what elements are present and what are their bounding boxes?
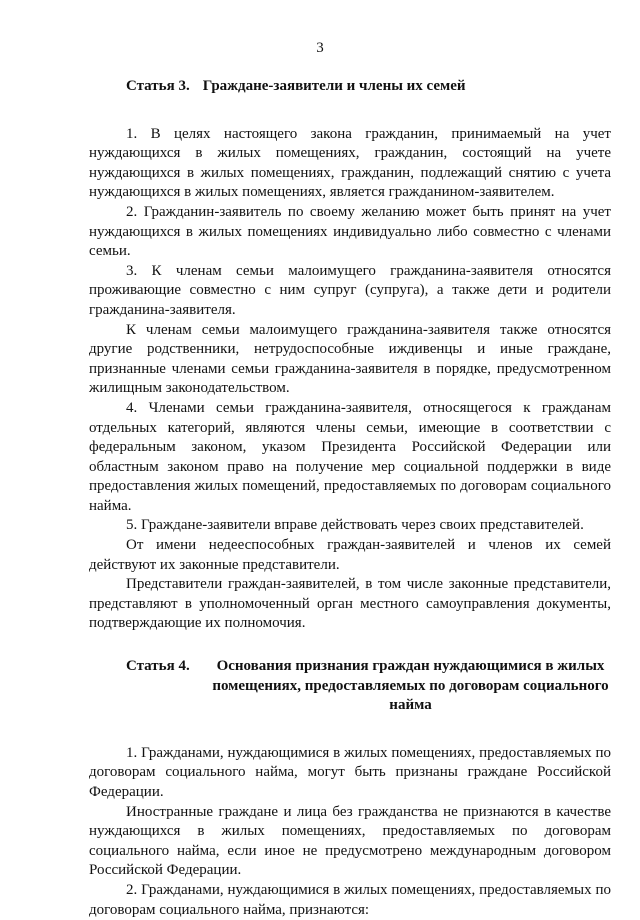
article-3-paragraph-4: К членам семьи малоимущего гражданина-заявителя также относятся другие родственники, нетрудоспособные иждивенцы и иные граждане, признанные членами семьи гражданина-заявителя в порядке, предусмотренном жилищным законодательством. [89,321,611,397]
article-3-paragraph-8: Представители граждан-заявителей, в том числе законные представители, представляют в уполномоченный орган местного самоуправления документы, подтверждающие их полномочия. [89,576,611,632]
article-3-paragraph-5: 4. Членами семьи гражданина-заявителя, относящегося к гражданам отдельных категорий, являются члены семьи, имеющие в соответствии с федеральным законом, указом Президента Российской Федерации или областным законом право на получение мер социальной поддержки в виде предоставления жилых помещений, предоставляемых по договорам социального найма. [89,399,611,514]
article-3-paragraph-3: 3. К членам семьи малоимущего гражданина-заявителя относятся проживающие совместно с ним супруг (супруга), а также дети и родители гражданина-заявителя. [89,262,611,318]
article-3-paragraph-7: От имени недееспособных граждан-заявителей и членов их семей действуют их законные представители. [89,537,611,573]
article-4-number: Статья 4. [126,658,190,675]
article-4-title: Основания признания граждан нуждающимися в жилых помещениях, предоставляемых по договорам социального найма [212,658,609,714]
article-3-number: Статья 3. [126,78,190,94]
article-4-paragraph-1: 1. Гражданами, нуждающимися в жилых помещениях, предоставляемых по договорам социального найма, могут быть признаны граждане Российской Федерации. [89,744,611,800]
article-4-heading [126,657,611,716]
document-body [89,77,611,920]
section-spacer [89,634,611,657]
article-3-paragraph-1: 1. В целях настоящего закона гражданин, принимаемый на учет нуждающихся в жилых помещениях, гражданин, состоящий на учете нуждающихся в жилых помещениях, гражданин, подлежащий снятию с учета нуждающихся в жилых помещениях, является гражданином-заявителем. [89,125,611,201]
article-4-paragraph-3: 2. Гражданами, нуждающимися в жилых помещениях, предоставляемых по договорам социального найма, признаются: [89,881,611,918]
article-3-heading [126,77,611,97]
page-number: 3 [316,40,324,56]
article-3-title: Граждане-заявители и члены их семей [202,78,466,94]
article-3-paragraph-6: 5. Граждане-заявители вправе действовать через своих представителей. [126,517,584,534]
article-3-paragraph-2: 2. Гражданин-заявитель по своему желанию может быть принят на учет нуждающихся в жилых помещениях индивидуально либо совместно с членами семьи. [89,203,611,260]
article-4-paragraph-2: Иностранные граждане и лица без гражданства не признаются в качестве нуждающихся в жилых помещениях, предоставляемых по договорам социального найма, если иное не предусмотрено международным договором Российской Федерации. [89,803,611,879]
